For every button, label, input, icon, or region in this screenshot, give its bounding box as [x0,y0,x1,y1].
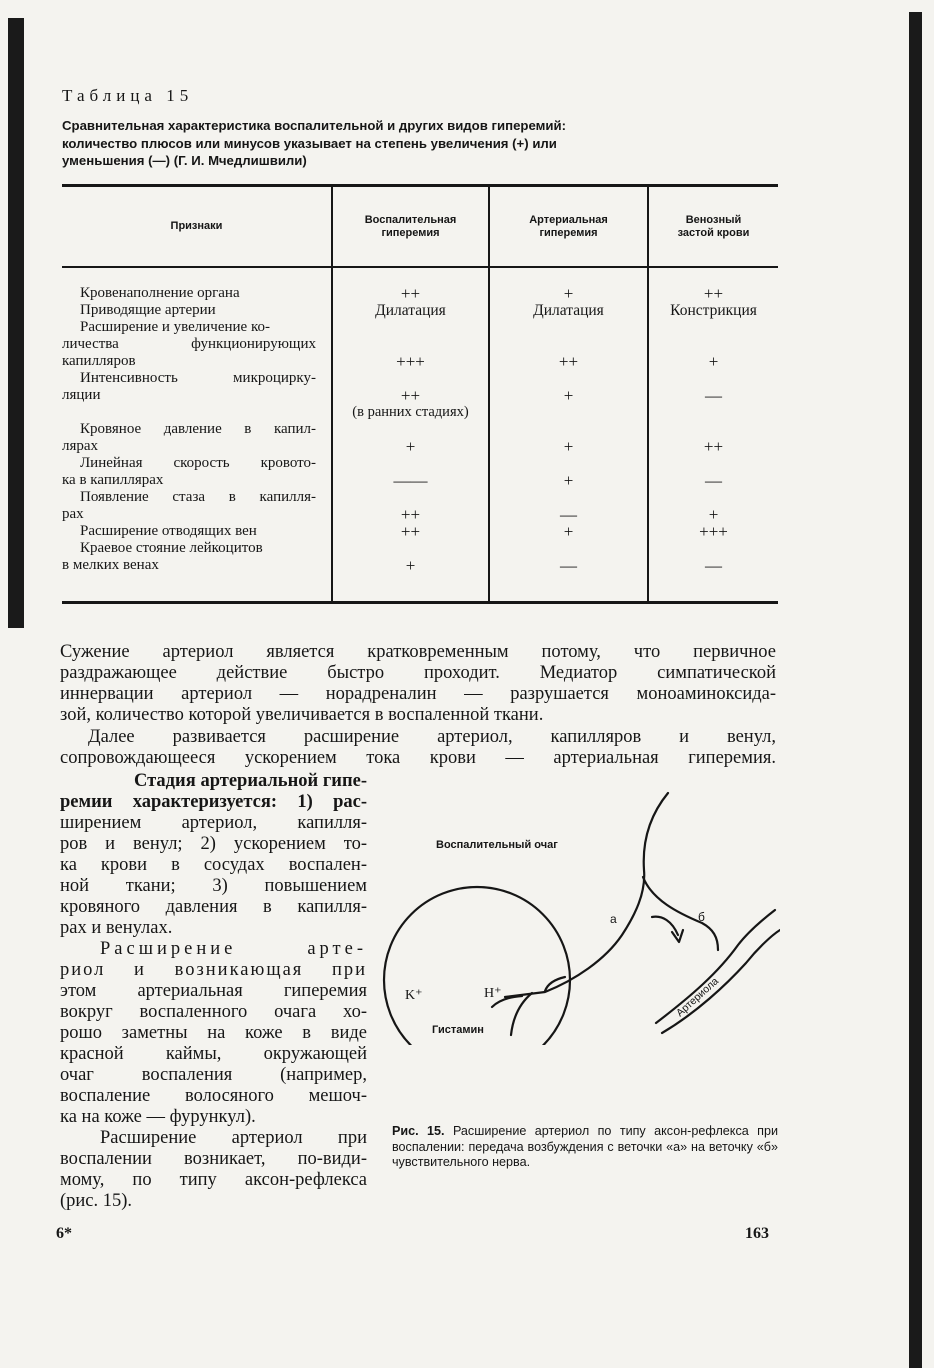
inflammatory-value: ++ [400,522,421,541]
column-line: рах и венулах. [60,918,173,938]
feature-line: рах [62,506,84,522]
figure-caption-lead: Рис. 15. [392,1124,445,1138]
venous-value: + [708,352,719,371]
column-line: ка на коже — фурункул). [60,1107,256,1127]
feature-line: ляции [62,387,101,403]
axon-reflex-diagram [380,785,780,1045]
paragraph-line: раздражающее действие быстро проходит. Медиатор симпатической [60,663,776,683]
feature-line: Линейная скорость кровото- [80,455,316,471]
column-line: риол и возникающая при [60,960,367,980]
inflammatory-value: ++ [400,505,421,524]
table-bottom-rule [62,601,778,604]
figure-caption [392,1124,778,1171]
branch-a-label: а [610,912,617,926]
arterial-value: + [563,471,574,490]
arterial-value: — [560,556,577,575]
feature-line: Кровенаполнение органа [80,285,240,301]
column-line: воспаление волосяного мешоч- [60,1086,367,1106]
feature-line: в мелких венах [62,557,159,573]
feature-line: капилляров [62,353,136,369]
arterial-value: — [560,505,577,524]
arterial-value: + [563,437,574,456]
column-line: Расширение артериол при [100,1128,367,1148]
figure-title: Воспалительный очаг [436,839,558,851]
caption-line: Сравнительная характеристика воспалительной и других видов гиперемий: [62,118,566,133]
scan-edge-right [909,12,922,1368]
scan-edge-left [8,18,24,628]
arterial-value: + [563,386,574,405]
inflammatory-value: ++ [400,284,421,303]
arteriole-label: Артериола [673,975,721,1020]
header-venous: Венозный застой крови [677,213,750,239]
inflammatory-value: + [405,556,416,575]
inflammatory-value: —— [393,471,428,490]
histamine-label: Гистамин [432,1024,484,1036]
arterial-value: Дилатация [533,302,604,319]
column-line: ширением артериол, капилля- [60,813,367,833]
figure-caption-text: Расширение артериол по типу аксон-рефлекса при воспалении: передача возбуждения с веточки «а» на веточку «б» чувствительного нерва. [392,1124,779,1169]
paragraph-line: иннервации артериол — норадреналин — разрушается моноаминоксида- [60,684,776,704]
caption-line: количество плюсов или минусов указывает на степень увеличения (+) или [62,135,557,151]
feature-line: Приводящие артерии [80,302,216,318]
nerve-branch-a [505,793,668,997]
table-header-rule [62,266,778,268]
page-number: 163 [745,1225,769,1242]
venous-value: — [705,471,722,490]
header-inflammatory: Воспалительная гиперемия [364,213,457,239]
venous-value: ++ [703,437,724,456]
venous-value: ++ [703,284,724,303]
column-line: (рис. 15). [60,1191,133,1211]
paragraph-line: Сужение артериол является кратковременным потому, что первичное [60,642,776,662]
impulse-arrow [652,917,678,935]
column-line: Расширение арте- [100,939,367,959]
venous-value: — [705,386,722,405]
feature-line: личества функционирующих [62,336,316,352]
column-line: вокруг воспаленного очага хо- [60,1002,367,1022]
column-line: воспалении возникает, по-види- [60,1149,367,1169]
paragraph-line: зой, количество которой увеличивается в воспаленной ткани. [60,705,544,725]
inflammatory-value: +++ [396,352,425,371]
inflammation-focus-circle [384,887,570,1045]
column-line: рошо заметны на коже в виде [60,1023,367,1043]
venous-value: Констрикция [670,302,757,319]
caption-line: уменьшения (—) (Г. И. Мчедлишвили) [62,153,307,168]
feature-line: Расширение отводящих вен [80,523,257,539]
potassium-label: K⁺ [405,988,423,1003]
column-line: мому, по типу аксон-рефлекса [60,1170,367,1190]
arterial-value: + [563,522,574,541]
branch-b-label: б [698,910,705,924]
feature-line: Интенсивность микроцирку- [80,370,316,386]
table-caption [62,117,742,170]
column-line: красной каймы, окружающей [60,1044,367,1064]
column-line: ной ткани; 3) повышением [60,876,367,896]
column-line: ка крови в сосудах воспален- [60,855,367,875]
column-line: очаг воспаления (например, [60,1065,367,1085]
column-line: кровяного давления в капилля- [60,897,367,917]
venous-value: — [705,556,722,575]
header-arterial: Артериальная гиперемия [529,213,608,239]
column-line [60,792,367,813]
arterial-value: ++ [558,352,579,371]
inflammatory-note: (в ранних стадиях) [352,404,469,420]
table-number: Таблица 15 [62,86,194,105]
column-line-bold: ремии характеризуется: 1) рас- [60,792,367,812]
hydrogen-label: H⁺ [484,986,502,1001]
feature-line: лярах [62,438,99,454]
inflammatory-value: ++ [400,386,421,405]
feature-line: Расширение и увеличение ко- [80,319,270,335]
venous-value: +++ [699,522,728,541]
feature-line: ка в капиллярах [62,472,164,488]
signature-mark: 6* [56,1225,72,1242]
paragraph-line: Далее развивается расширение артериол, капилляров и венул, [88,727,776,747]
inflammatory-value: + [405,437,416,456]
nerve-ending [511,993,532,1035]
venous-value: + [708,505,719,524]
header-features: Признаки [170,220,223,232]
inflammatory-value: Дилатация [375,302,446,319]
feature-line: Кровяное давление в капил- [80,421,316,437]
feature-line: Появление стаза в капилля- [80,489,316,505]
column-line: ров и венул; 2) ускорением то- [60,834,367,854]
column-line: Стадия артериальной гипе- [134,771,367,791]
paragraph-line: сопровождающееся ускорением тока крови — артериальная гиперемия. [60,748,776,768]
column-line: этом артериальная гиперемия [60,981,367,1001]
arterial-value: + [563,284,574,303]
feature-line: Краевое стояние лейкоцитов [80,540,263,556]
